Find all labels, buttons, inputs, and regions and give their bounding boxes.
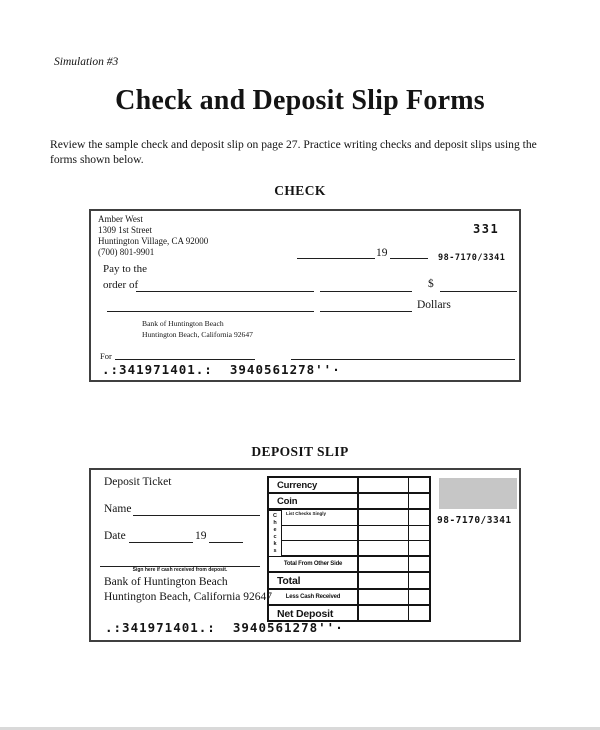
deposit-ticket-label: Deposit Ticket bbox=[104, 476, 172, 488]
name-label: Name bbox=[104, 503, 132, 515]
memo-for-label: For bbox=[100, 351, 112, 361]
order-of-label: order of bbox=[103, 279, 139, 291]
name-line bbox=[133, 515, 260, 516]
bank-name: Bank of Huntington Beach bbox=[104, 576, 228, 588]
simulation-label: Simulation #3 bbox=[54, 56, 119, 68]
dollars-line-segment bbox=[107, 311, 314, 312]
less-cash-received-label: Less Cash Received bbox=[285, 593, 341, 600]
date-year-line bbox=[209, 542, 243, 543]
bank-city: Huntington Beach, California 92647 bbox=[104, 591, 272, 603]
amount-line bbox=[440, 291, 517, 292]
deposit-micr-line: .:341971401.: 3940561278''· bbox=[105, 620, 344, 635]
date-line-segment-2 bbox=[390, 258, 428, 259]
total-other-side-label: Total From Other Side bbox=[283, 561, 343, 568]
checks-letter: e bbox=[273, 526, 277, 533]
table-row-net-deposit bbox=[269, 604, 429, 620]
table-row-check-3 bbox=[269, 540, 429, 555]
coin-label: Coin bbox=[277, 496, 298, 508]
deposit-amount-table bbox=[267, 476, 431, 622]
date-year-prefix: 19 bbox=[195, 530, 207, 542]
checks-letter: c bbox=[273, 533, 277, 540]
payer-name: Amber West bbox=[98, 214, 143, 224]
bank-block bbox=[142, 319, 253, 340]
page-title: Check and Deposit Slip Forms bbox=[115, 85, 485, 116]
table-row-check-2 bbox=[269, 525, 429, 540]
checks-vertical-label bbox=[269, 509, 282, 557]
table-row-total-other-side bbox=[269, 555, 429, 571]
payer-street: 1309 1st Street bbox=[98, 225, 152, 235]
dollars-label: Dollars bbox=[417, 299, 451, 311]
pay-to-the-label: Pay to the bbox=[103, 263, 147, 275]
check-number: 331 bbox=[473, 222, 500, 236]
routing-fraction: 98-7170/3341 bbox=[438, 253, 506, 263]
table-row-currency bbox=[269, 478, 429, 492]
checks-letter: k bbox=[273, 540, 277, 547]
bank-block bbox=[104, 575, 272, 605]
table-cents-divider bbox=[408, 478, 409, 620]
date-year-prefix: 19 bbox=[376, 247, 388, 259]
bank-stamp-box bbox=[439, 478, 517, 509]
payer-city: Huntington Village, CA 92000 bbox=[98, 236, 209, 246]
memo-line bbox=[115, 359, 255, 360]
table-row-less-cash bbox=[269, 588, 429, 604]
routing-fraction: 98-7170/3341 bbox=[437, 515, 512, 526]
check-micr-line: .:341971401.: 3940561278''· bbox=[102, 362, 341, 377]
check-section-heading: CHECK bbox=[274, 183, 326, 198]
deposit-slip-form bbox=[89, 468, 521, 642]
payee-line-segment-2 bbox=[320, 291, 412, 292]
table-row-check-1 bbox=[269, 508, 429, 524]
intro-paragraph: Review the sample check and deposit slip on page 27. Practice writing checks and deposit slips using the forms shown below. bbox=[50, 138, 537, 167]
date-label: Date bbox=[104, 530, 126, 542]
table-row-coin bbox=[269, 492, 429, 508]
total-label: Total bbox=[277, 575, 301, 588]
dollar-sign: $ bbox=[428, 278, 434, 290]
bank-name: Bank of Huntington Beach bbox=[142, 319, 224, 328]
signature-caption: Sign here if cash received from deposit. bbox=[132, 567, 228, 573]
bank-city: Huntington Beach, California 92647 bbox=[142, 329, 253, 339]
deposit-section-heading: DEPOSIT SLIP bbox=[251, 444, 349, 459]
check-form bbox=[89, 209, 521, 382]
date-line-segment bbox=[297, 258, 375, 259]
payer-block bbox=[98, 214, 208, 258]
checks-letter: C bbox=[273, 512, 277, 519]
date-line bbox=[129, 542, 193, 543]
payer-phone: (700) 801-9901 bbox=[98, 247, 155, 257]
checks-letter: s bbox=[273, 547, 277, 554]
signature-line bbox=[291, 359, 515, 360]
dollars-line-segment-2 bbox=[320, 311, 412, 312]
net-deposit-label: Net Deposit bbox=[277, 607, 334, 620]
list-checks-singly-label: List Checks Singly bbox=[286, 511, 327, 517]
table-row-total bbox=[269, 571, 429, 587]
currency-label: Currency bbox=[277, 480, 318, 491]
checks-letter: h bbox=[273, 519, 277, 526]
payee-line-segment bbox=[136, 291, 314, 292]
table-column-divider bbox=[357, 478, 359, 620]
